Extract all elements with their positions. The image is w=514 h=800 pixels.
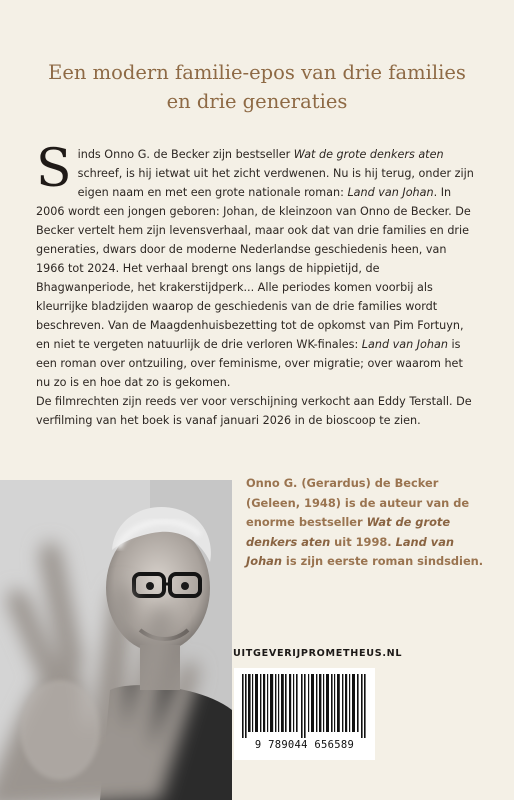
author-bio: [246, 474, 491, 572]
tagline-line-1: Een modern familie-epos van drie families: [48, 61, 466, 84]
blurb-text: inds Onno G. de Becker zijn bestseller: [77, 148, 294, 161]
barcode-icon: [234, 668, 375, 740]
bio-book-title: Land van Johan: [246, 534, 455, 568]
isbn-number: 9 789044 656589: [254, 739, 355, 751]
blurb-paragraph-1: [36, 139, 476, 392]
blurb-text: . In 2006 wordt een jongen geboren: Johan, de kleinzoon van Onno de Becker. De Becker vertelt hem zijn levensverhaal, maar ook dat van drie families en drie generaties, dwars door de moderne Nederlandse geschiedenis heen, van 1966 tot 2024. Het verhaal brengt ons langs de hippietijd, de Bhagwanperiode, het krakerstijdperk... Alle periodes komen voorbij als kleurrijke bladzijden waarop de geschiedenis van de drie families wordt beschreven. Van de Maagdenhuisbezetting tot de opkomst van Pim Fortuyn, en niet te vergeten natuurlijk de drie verloren WK-finales:: [36, 186, 471, 351]
author-photo: [0, 480, 232, 800]
bio-text: Onno G. (Gerardus) de Becker (Geleen, 1948) is de auteur van de enorme bestseller: [246, 476, 470, 529]
author-photo-illustration: [0, 480, 232, 800]
bio-text: is zijn eerste roman sindsdien.: [281, 554, 484, 568]
book-title-reference: Wat de grote denkers aten: [293, 148, 444, 161]
book-title-reference: Land van Johan: [347, 186, 434, 199]
blurb-text: is een roman over ontzuiling, over feminisme, over migratie; over waarom het nu zo is en hoe dat zo is gekomen.: [36, 338, 463, 389]
book-title-reference: Land van Johan: [361, 338, 448, 351]
bio-text: uit 1998.: [330, 534, 396, 549]
drop-cap: S: [36, 139, 72, 199]
blurb: [36, 139, 476, 430]
tagline: [30, 58, 484, 116]
blurb-text: schreef, is hij ietwat uit het zicht verdwenen. Nu is hij terug, onder zijn eigen naam en met een grote nationale roman:: [77, 167, 474, 199]
isbn-barcode: [234, 668, 375, 760]
tagline-line-2: en drie generaties: [166, 90, 348, 113]
blurb-paragraph-2: De filmrechten zijn reeds ver voor verschijning verkocht aan Eddy Terstall. De verfilming van het boek is vanaf januari 2026 in de bioscoop te zien.: [36, 395, 472, 427]
bio-book-title: Wat de grote denkers aten: [246, 515, 451, 549]
publisher-url: UITGEVERIJPROMETHEUS.NL: [233, 648, 403, 659]
